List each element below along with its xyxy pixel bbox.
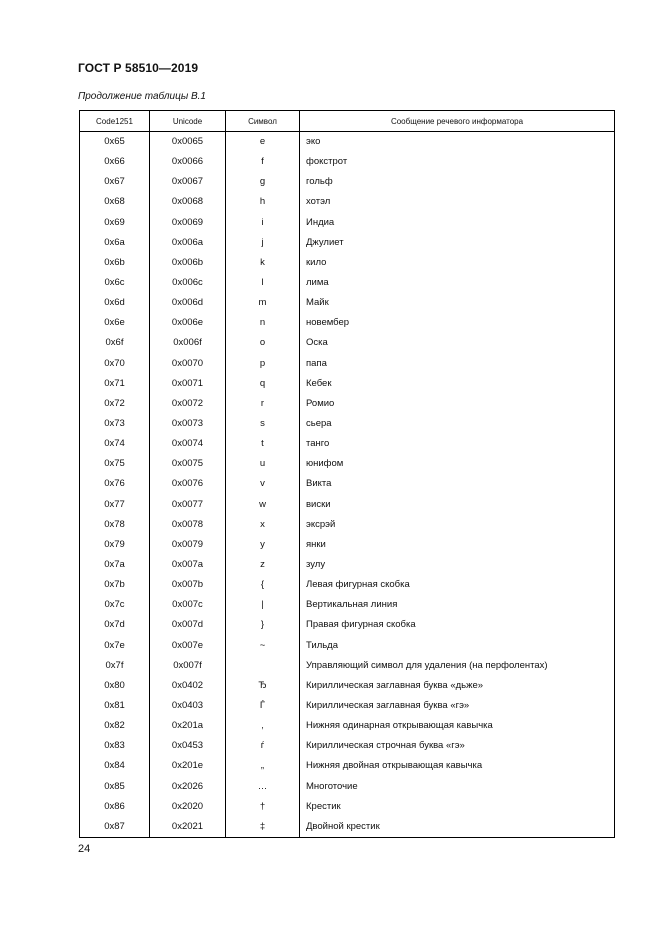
cell-message: хотэл — [300, 192, 615, 212]
cell-message: Вертикальная линия — [300, 595, 615, 615]
cell-code1251: 0x84 — [80, 756, 150, 776]
cell-message: Многоточие — [300, 777, 615, 797]
cell-message: Тильда — [300, 636, 615, 656]
cell-code1251: 0x77 — [80, 495, 150, 515]
cell-unicode: 0x006b — [150, 253, 226, 273]
cell-unicode: 0x2020 — [150, 797, 226, 817]
column-header-unicode: Unicode — [150, 111, 226, 132]
cell-code1251: 0x75 — [80, 454, 150, 474]
table-row — [80, 555, 615, 575]
table-row — [80, 595, 615, 615]
cell-symbol: } — [226, 615, 300, 635]
cell-unicode: 0x0067 — [150, 172, 226, 192]
cell-code1251: 0x7a — [80, 555, 150, 575]
cell-symbol: ~ — [226, 636, 300, 656]
cell-unicode: 0x0074 — [150, 434, 226, 454]
cell-symbol: v — [226, 474, 300, 494]
column-header-code1251: Code1251 — [80, 111, 150, 132]
cell-symbol: { — [226, 575, 300, 595]
table-row — [80, 797, 615, 817]
cell-code1251: 0x67 — [80, 172, 150, 192]
cell-symbol: h — [226, 192, 300, 212]
cell-code1251: 0x6d — [80, 293, 150, 313]
cell-message: кило — [300, 253, 615, 273]
table-row — [80, 515, 615, 535]
page-number: 24 — [78, 843, 91, 855]
cell-symbol: „ — [226, 756, 300, 776]
cell-message: Кириллическая строчная буква «гэ» — [300, 736, 615, 756]
cell-unicode: 0x0077 — [150, 495, 226, 515]
cell-message: Нижняя двойная открывающая кавычка — [300, 756, 615, 776]
cell-symbol: g — [226, 172, 300, 192]
cell-code1251: 0x73 — [80, 414, 150, 434]
cell-code1251: 0x65 — [80, 132, 150, 153]
table-row — [80, 172, 615, 192]
cell-symbol: x — [226, 515, 300, 535]
cell-code1251: 0x69 — [80, 213, 150, 233]
cell-message: Викта — [300, 474, 615, 494]
cell-message: Правая фигурная скобка — [300, 615, 615, 635]
cell-symbol: s — [226, 414, 300, 434]
cell-message: эко — [300, 132, 615, 153]
cell-unicode: 0x006c — [150, 273, 226, 293]
cell-unicode: 0x0069 — [150, 213, 226, 233]
cell-message: виски — [300, 495, 615, 515]
table-row — [80, 575, 615, 595]
cell-symbol: o — [226, 333, 300, 353]
cell-code1251: 0x7c — [80, 595, 150, 615]
table-row — [80, 656, 615, 676]
cell-code1251: 0x70 — [80, 354, 150, 374]
cell-code1251: 0x85 — [80, 777, 150, 797]
cell-message: лима — [300, 273, 615, 293]
cell-message: юнифом — [300, 454, 615, 474]
table-row — [80, 636, 615, 656]
cell-unicode: 0x0068 — [150, 192, 226, 212]
cell-message: Ромио — [300, 394, 615, 414]
cell-message: эксрэй — [300, 515, 615, 535]
cell-code1251: 0x80 — [80, 676, 150, 696]
table-row — [80, 736, 615, 756]
cell-message: Майк — [300, 293, 615, 313]
cell-symbol: e — [226, 132, 300, 153]
cell-symbol: r — [226, 394, 300, 414]
table-row — [80, 152, 615, 172]
cell-unicode: 0x0075 — [150, 454, 226, 474]
table-caption: Продолжение таблицы В.1 — [78, 91, 206, 102]
table-row — [80, 535, 615, 555]
cell-symbol: … — [226, 777, 300, 797]
table-row — [80, 253, 615, 273]
cell-unicode: 0x0402 — [150, 676, 226, 696]
table-row — [80, 233, 615, 253]
cell-unicode: 0x0072 — [150, 394, 226, 414]
cell-symbol: q — [226, 374, 300, 394]
cell-message: папа — [300, 354, 615, 374]
cell-unicode: 0x007c — [150, 595, 226, 615]
cell-symbol: t — [226, 434, 300, 454]
table-row — [80, 777, 615, 797]
table-row — [80, 615, 615, 635]
table-row — [80, 495, 615, 515]
cell-symbol: i — [226, 213, 300, 233]
table-row — [80, 676, 615, 696]
cell-symbol: j — [226, 233, 300, 253]
table-row — [80, 132, 615, 153]
cell-unicode: 0x007b — [150, 575, 226, 595]
cell-message: зулу — [300, 555, 615, 575]
cell-code1251: 0x76 — [80, 474, 150, 494]
table-row — [80, 716, 615, 736]
cell-code1251: 0x7b — [80, 575, 150, 595]
cell-code1251: 0x6f — [80, 333, 150, 353]
cell-symbol: f — [226, 152, 300, 172]
table-row — [80, 696, 615, 716]
cell-code1251: 0x68 — [80, 192, 150, 212]
cell-message: гольф — [300, 172, 615, 192]
table-row — [80, 354, 615, 374]
cell-message: Крестик — [300, 797, 615, 817]
cell-unicode: 0x007f — [150, 656, 226, 676]
cell-symbol: u — [226, 454, 300, 474]
cell-code1251: 0x74 — [80, 434, 150, 454]
cell-unicode: 0x0073 — [150, 414, 226, 434]
cell-symbol: ‡ — [226, 817, 300, 838]
cell-unicode: 0x0076 — [150, 474, 226, 494]
cell-message: янки — [300, 535, 615, 555]
cell-symbol: | — [226, 595, 300, 615]
table-row — [80, 454, 615, 474]
cell-unicode: 0x201a — [150, 716, 226, 736]
cell-message: Двойной крестик — [300, 817, 615, 838]
cell-code1251: 0x66 — [80, 152, 150, 172]
table-row — [80, 313, 615, 333]
cell-unicode: 0x0453 — [150, 736, 226, 756]
column-header-message: Сообщение речевого информатора — [300, 111, 615, 132]
table-row — [80, 273, 615, 293]
cell-code1251: 0x78 — [80, 515, 150, 535]
cell-unicode: 0x0403 — [150, 696, 226, 716]
cell-message: Управляющий символ для удаления (на перфолентах) — [300, 656, 615, 676]
cell-symbol: ‚ — [226, 716, 300, 736]
cell-message: сьера — [300, 414, 615, 434]
cell-code1251: 0x72 — [80, 394, 150, 414]
cell-code1251: 0x7d — [80, 615, 150, 635]
cell-symbol: Ђ — [226, 676, 300, 696]
cell-message: Джулиет — [300, 233, 615, 253]
table-row — [80, 756, 615, 776]
cell-unicode: 0x0079 — [150, 535, 226, 555]
cell-message: Левая фигурная скобка — [300, 575, 615, 595]
table-header-row — [80, 111, 615, 132]
cell-symbol: m — [226, 293, 300, 313]
cell-code1251: 0x7f — [80, 656, 150, 676]
cell-unicode: 0x007a — [150, 555, 226, 575]
table-header — [80, 111, 615, 132]
cell-symbol: w — [226, 495, 300, 515]
cell-code1251: 0x87 — [80, 817, 150, 838]
cell-message: Кириллическая заглавная буква «гэ» — [300, 696, 615, 716]
cell-message: фокстрот — [300, 152, 615, 172]
cell-symbol: p — [226, 354, 300, 374]
cell-unicode: 0x006d — [150, 293, 226, 313]
cell-message: новембер — [300, 313, 615, 333]
cell-unicode: 0x0071 — [150, 374, 226, 394]
table-row — [80, 374, 615, 394]
cell-symbol: k — [226, 253, 300, 273]
cell-code1251: 0x6b — [80, 253, 150, 273]
cell-code1251: 0x86 — [80, 797, 150, 817]
cell-message: Оска — [300, 333, 615, 353]
cell-code1251: 0x7e — [80, 636, 150, 656]
cell-unicode: 0x006f — [150, 333, 226, 353]
cell-unicode: 0x0065 — [150, 132, 226, 153]
cell-code1251: 0x71 — [80, 374, 150, 394]
cell-symbol: y — [226, 535, 300, 555]
cell-symbol: Ѓ — [226, 696, 300, 716]
cell-code1251: 0x81 — [80, 696, 150, 716]
table-row — [80, 434, 615, 454]
cell-unicode: 0x007e — [150, 636, 226, 656]
cell-unicode: 0x007d — [150, 615, 226, 635]
table-row — [80, 394, 615, 414]
code-table — [79, 110, 615, 838]
cell-code1251: 0x6c — [80, 273, 150, 293]
table-row — [80, 474, 615, 494]
cell-message: танго — [300, 434, 615, 454]
table-body — [80, 132, 615, 838]
cell-unicode: 0x0070 — [150, 354, 226, 374]
cell-code1251: 0x6a — [80, 233, 150, 253]
cell-message: Нижняя одинарная открывающая кавычка — [300, 716, 615, 736]
table-row — [80, 414, 615, 434]
cell-code1251: 0x82 — [80, 716, 150, 736]
table-row — [80, 293, 615, 313]
cell-symbol: l — [226, 273, 300, 293]
cell-unicode: 0x2021 — [150, 817, 226, 838]
table-row — [80, 817, 615, 838]
cell-message: Индиа — [300, 213, 615, 233]
cell-unicode: 0x201e — [150, 756, 226, 776]
table-row — [80, 333, 615, 353]
cell-unicode: 0x0078 — [150, 515, 226, 535]
cell-code1251: 0x6e — [80, 313, 150, 333]
cell-unicode: 0x006e — [150, 313, 226, 333]
cell-symbol: † — [226, 797, 300, 817]
cell-symbol: z — [226, 555, 300, 575]
cell-code1251: 0x79 — [80, 535, 150, 555]
column-header-symbol: Символ — [226, 111, 300, 132]
cell-unicode: 0x006a — [150, 233, 226, 253]
cell-symbol: n — [226, 313, 300, 333]
cell-symbol: ѓ — [226, 736, 300, 756]
document-title: ГОСТ Р 58510—2019 — [78, 61, 199, 75]
cell-message: Кириллическая заглавная буква «дьже» — [300, 676, 615, 696]
cell-symbol — [226, 656, 300, 676]
cell-code1251: 0x83 — [80, 736, 150, 756]
cell-unicode: 0x0066 — [150, 152, 226, 172]
table-row — [80, 213, 615, 233]
cell-message: Кебек — [300, 374, 615, 394]
table-row — [80, 192, 615, 212]
cell-unicode: 0x2026 — [150, 777, 226, 797]
